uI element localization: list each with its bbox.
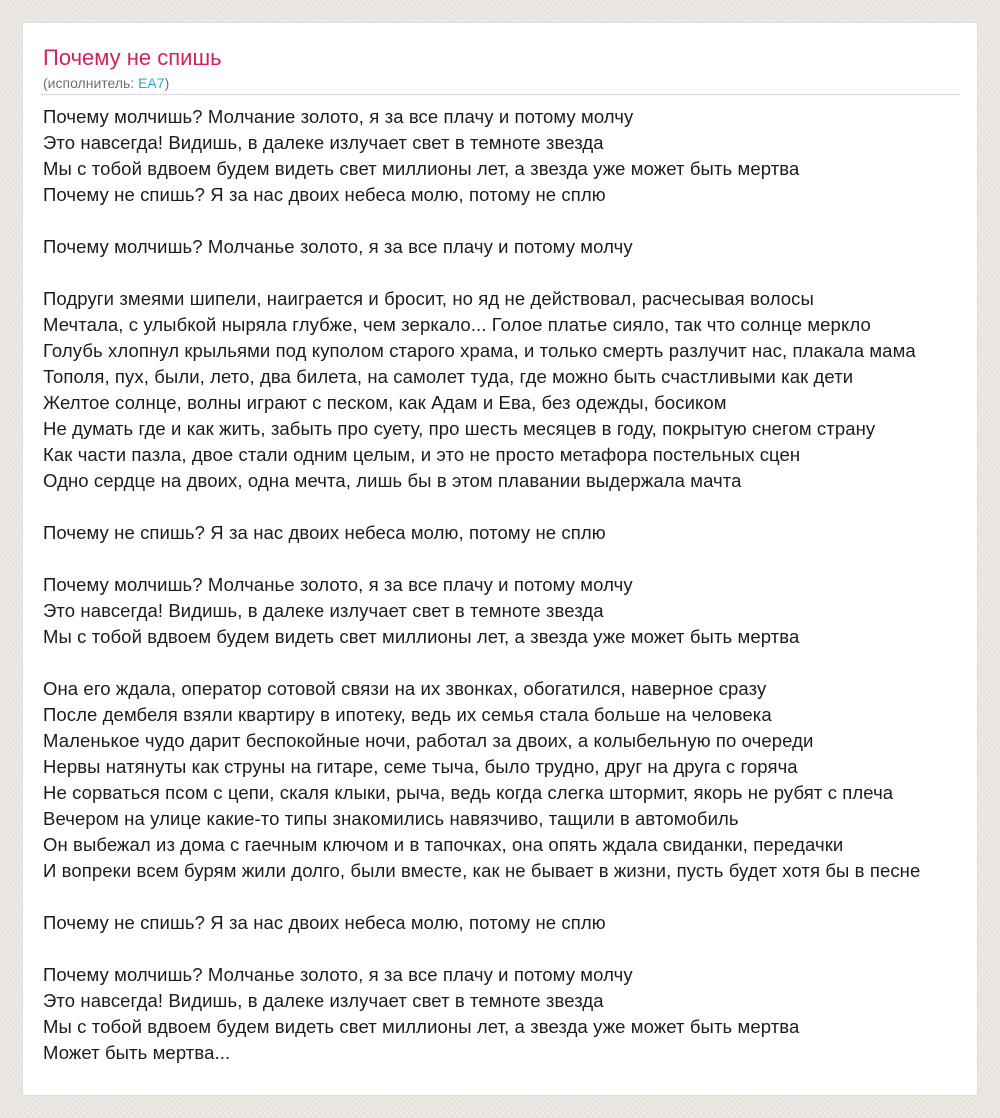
lyric-line: Не сорваться псом с цепи, скаля клыки, рыча, ведь когда слегка штормит, якорь не рубят с плеча <box>43 782 894 803</box>
lyric-line: Почему не спишь? Я за нас двоих небеса молю, потому не сплю <box>43 912 606 933</box>
lyric-line: Почему молчишь? Молчание золото, я за все плачу и потому молчу <box>43 106 634 127</box>
lyric-line: Она его ждала, оператор сотовой связи на их звонках, обогатился, наверное сразу <box>43 678 767 699</box>
lyrics-stanza <box>43 962 978 1066</box>
artist-suffix: ) <box>164 75 170 91</box>
lyrics-stanza <box>43 234 978 260</box>
lyric-line: Голубь хлопнул крыльями под куполом старого храма, и только смерть разлучит нас, плакала мама <box>43 340 916 361</box>
lyrics-stanza <box>43 910 978 936</box>
lyrics-card <box>22 22 978 1096</box>
lyric-line: Желтое солнце, волны играют с песком, как Адам и Ева, без одежды, босиком <box>43 392 727 413</box>
artist-link[interactable]: EA7 <box>138 75 165 91</box>
lyrics-stanza <box>43 676 978 884</box>
lyric-line: Это навсегда! Видишь, в далеке излучает свет в темноте звезда <box>43 132 604 153</box>
lyrics-stanza <box>43 104 978 208</box>
lyric-line: Он выбежал из дома с гаечным ключом и в тапочках, она опять ждала свиданки, передачки <box>43 834 844 855</box>
lyric-line: Может быть мертва... <box>43 1042 231 1063</box>
lyrics-body <box>43 104 978 1092</box>
lyric-line: Мы с тобой вдвоем будем видеть свет миллионы лет, а звезда уже может быть мертва <box>43 1016 800 1037</box>
lyrics-stanza <box>43 520 978 546</box>
artist-line <box>43 74 169 92</box>
lyric-line: Почему молчишь? Молчанье золото, я за все плачу и потому молчу <box>43 236 633 257</box>
artist-prefix: (исполнитель: <box>43 75 139 91</box>
lyric-line: И вопреки всем бурям жили долго, были вместе, как не бывает в жизни, пусть будет хотя бы в песне <box>43 860 921 881</box>
lyric-line: Вечером на улице какие-то типы знакомились навязчиво, тащили в автомобиль <box>43 808 739 829</box>
lyric-line: Одно сердце на двоих, одна мечта, лишь бы в этом плавании выдержала мачта <box>43 470 742 491</box>
lyric-line: Не думать где и как жить, забыть про суету, про шесть месяцев в году, покрытую снегом страну <box>43 418 876 439</box>
lyric-line: Нервы натянуты как струны на гитаре, семе тыча, было трудно, друг на друга с горяча <box>43 756 798 777</box>
lyric-line: Это навсегда! Видишь, в далеке излучает свет в темноте звезда <box>43 600 604 621</box>
lyric-line: Мы с тобой вдвоем будем видеть свет миллионы лет, а звезда уже может быть мертва <box>43 626 800 647</box>
lyric-line: Как части пазла, двое стали одним целым, и это не просто метафора постельных сцен <box>43 444 801 465</box>
lyric-line: Маленькое чудо дарит беспокойные ночи, работал за двоих, а колыбельную по очереди <box>43 730 814 751</box>
lyric-line: Это навсегда! Видишь, в далеке излучает свет в темноте звезда <box>43 990 604 1011</box>
lyric-line: После дембеля взяли квартиру в ипотеку, ведь их семья стала больше на человека <box>43 704 772 725</box>
lyrics-stanza <box>43 286 978 494</box>
lyric-line: Тополя, пух, были, лето, два билета, на самолет туда, где можно быть счастливыми как дети <box>43 366 854 387</box>
lyric-line: Подруги змеями шипели, наиграется и бросит, но яд не действовал, расчесывая волосы <box>43 288 814 309</box>
song-title: Почему не спишь <box>43 45 222 70</box>
lyric-line: Почему молчишь? Молчанье золото, я за все плачу и потому молчу <box>43 964 633 985</box>
lyric-line: Мы с тобой вдвоем будем видеть свет миллионы лет, а звезда уже может быть мертва <box>43 158 800 179</box>
lyrics-stanza <box>43 572 978 650</box>
lyric-line: Почему молчишь? Молчанье золото, я за все плачу и потому молчу <box>43 574 633 595</box>
lyric-line: Мечтала, с улыбкой ныряла глубже, чем зеркало... Голое платье сияло, так что солнце меркло <box>43 314 871 335</box>
title-divider <box>41 94 959 95</box>
lyric-line: Почему не спишь? Я за нас двоих небеса молю, потому не сплю <box>43 184 606 205</box>
lyric-line: Почему не спишь? Я за нас двоих небеса молю, потому не сплю <box>43 522 606 543</box>
